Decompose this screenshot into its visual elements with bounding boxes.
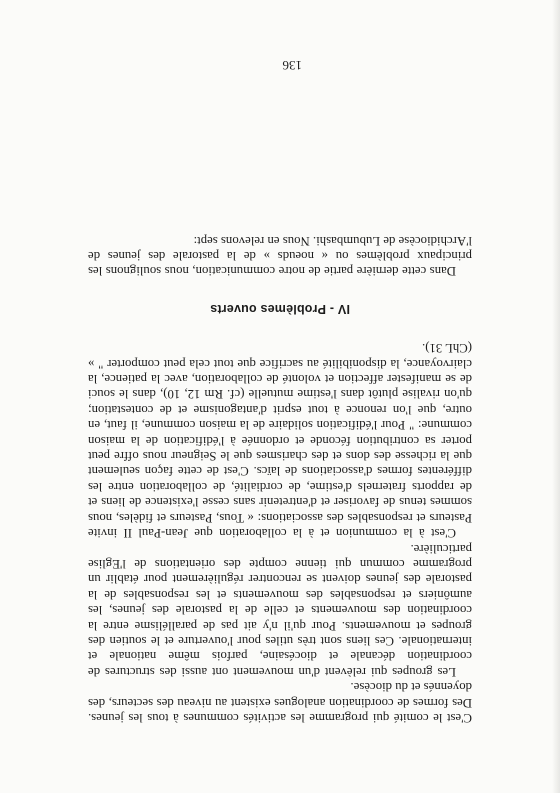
page-number: 136 bbox=[282, 58, 302, 73]
scan-edge-shadow bbox=[552, 0, 560, 793]
paragraph-2: Les groupes qui relèvent d'un mouvement ont aussi des structures de coordination décanale et diocésaine, parfois même nationale et internationale. Ces liens sont très utiles pour l'ouverture et le soutien des groupes et mouvements. Pour qu'il n'y ait pas de parallélisme entre la coordination des mouvements et celle de la pastorale des jeunes, les aumôniers et responsables des mouvements et les responsables de la pastorale des jeunes doivent se rencontrer régulièrement pour établir un programme commun qui tienne compte des orientations de l'Eglise particulière. bbox=[88, 541, 472, 679]
page-content bbox=[88, 232, 472, 725]
paragraph-4: Dans cette dernière partie de notre communication, nous soulignons les principaux problèmes ou « noeuds » de la pastorale des jeunes de l'Archidiocèse de Lubumbashi. Nous en relevons sept: bbox=[88, 233, 472, 279]
paragraph-1: C'est le comité qui programme les activités communes à tous les jeunes. Des formes de coordination analogues existent au niveau des secteurs, des doyennés et du diocèse. bbox=[88, 680, 472, 725]
paragraph-3: C'est à la communion et à la collaboration que Jean-Paul II invite Pasteurs et responsables des associations: « Tous, Pasteurs et fidèles, nous sommes tenus de favoriser et d'entretenir sans cesse l'existence de liens et de rapports fraternels d'estime, de cordialité, de collaboration entre les différentes formes d'associations de laïcs. C'est de cette façon seulement que la richesse des dons et des charismes que le Seigneur nous offre peut porter sa contribution féconde et ordonnée à l'édification de la maison commune: " Pour l'édification solidaire de la maison commune, il faut, en outre, que l'on renonce à tout esprit d'antagonisme et de contestation; qu'on rivalise plutôt dans l'estime mutuelle (cf. Rm 12, 10), dans le souci de se manifester affection et volonté de collaboration, avec la patience, la clairvoyance, la disponibilité au sacrifice que tout cela peut comporter " » (ChL 31). bbox=[88, 341, 472, 541]
section-heading: IV - Problèmes ouverts bbox=[210, 301, 350, 316]
